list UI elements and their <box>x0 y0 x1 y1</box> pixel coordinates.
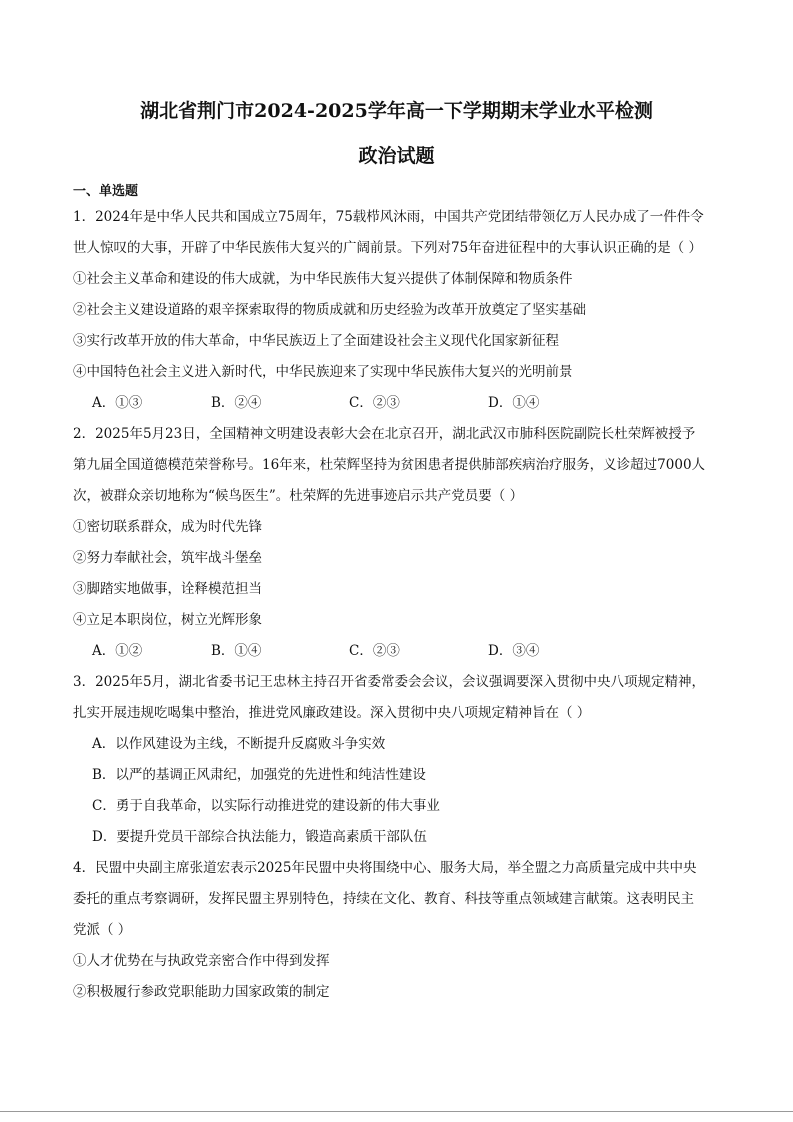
q2-stem-line-3: 次，被群众亲切地称为“候鸟医生”。杜荣辉的先进事迹启示共产党员要（ ） <box>73 488 524 504</box>
q2-statement-3: ③脚踏实地做事，诠释模范担当 <box>73 581 262 597</box>
q3-stem-line-2: 扎实开展违规吃喝集中整治，推进党风廉政建设。深入贯彻中央八项规定精神旨在（ ） <box>73 705 591 721</box>
q2-option-a: A．①② <box>92 643 143 659</box>
q2-statement-4: ④立足本职岗位，树立光辉形象 <box>73 612 262 628</box>
q3-option-c: C．勇于自我革命，以实际行动推进党的建设新的伟大事业 <box>92 798 440 814</box>
page-title: 湖北省荆门市2024-2025学年高一下学期期末学业水平检测 <box>140 100 653 122</box>
q1-statement-1: ①社会主义革命和建设的伟大成就，为中华民族伟大复兴提供了体制保障和物质条件 <box>73 271 573 287</box>
q1-option-d: D．①④ <box>488 395 540 411</box>
q1-statement-3: ③实行改革开放的伟大革命，中华民族迈上了全面建设社会主义现代化国家新征程 <box>73 333 559 349</box>
q4-stem-line-1: 4．民盟中央副主席张道宏表示2025年民盟中央将围绕中心、服务大局，举全盟之力高质量完成中共中央 <box>73 860 697 876</box>
q4-stem-line-3: 党派（ ） <box>73 922 132 938</box>
q2-option-d: D．③④ <box>488 643 540 659</box>
q2-stem-line-2: 第九届全国道德模范荣誉称号。16年来，杜荣辉坚持为贫困患者提供肺部疾病治疗服务，义诊超过7000人 <box>73 457 706 473</box>
q4-statement-2: ②积极履行参政党职能助力国家政策的制定 <box>73 984 330 1000</box>
q2-statement-2: ②努力奉献社会，筑牢战斗堡垒 <box>73 550 262 566</box>
page-bottom-divider <box>0 1111 793 1112</box>
q1-option-a: A．①③ <box>92 395 143 411</box>
q1-stem-line-2: 世人惊叹的大事，开辟了中华民族伟大复兴的广阔前景。下列对75年奋进征程中的大事认识正确的是（ ） <box>73 240 702 256</box>
q1-option-c: C．②③ <box>349 395 400 411</box>
section-heading: 一、单选题 <box>73 184 139 199</box>
q2-stem-line-1: 2．2025年5月23日，全国精神文明建设表彰大会在北京召开，湖北武汉市肺科医院副院长杜荣辉被授予 <box>73 426 696 442</box>
q2-option-c: C．②③ <box>349 643 400 659</box>
q2-statement-1: ①密切联系群众，成为时代先锋 <box>73 519 262 535</box>
q1-statement-2: ②社会主义建设道路的艰辛探索取得的物质成就和历史经验为改革开放奠定了坚实基础 <box>73 302 586 318</box>
q1-statement-4: ④中国特色社会主义进入新时代，中华民族迎来了实现中华民族伟大复兴的光明前景 <box>73 364 573 380</box>
q3-option-a: A．以作风建设为主线，不断提升反腐败斗争实效 <box>92 736 386 752</box>
q2-option-b: B．①④ <box>211 643 262 659</box>
q3-option-d: D．要提升党员干部综合执法能力，锻造高素质干部队伍 <box>92 829 427 845</box>
q3-stem-line-1: 3．2025年5月，湖北省委书记王忠林主持召开省委常委会会议，会议强调要深入贯彻中央八项规定精神， <box>73 674 706 690</box>
q4-stem-line-2: 委托的重点考察调研，发挥民盟主界别特色，持续在文化、教育、科技等重点领域建言献策。这表明民主 <box>73 891 694 907</box>
q4-statement-1: ①人才优势在与执政党亲密合作中得到发挥 <box>73 953 330 969</box>
q3-option-b: B．以严的基调正风肃纪，加强党的先进性和纯洁性建设 <box>92 767 426 783</box>
q1-option-b: B．②④ <box>211 395 262 411</box>
page-subtitle: 政治试题 <box>358 145 435 167</box>
q1-stem-line-1: 1．2024年是中华人民共和国成立75周年，75载栉风沐雨，中国共产党团结带领亿万人民办成了一件件令 <box>73 209 704 225</box>
